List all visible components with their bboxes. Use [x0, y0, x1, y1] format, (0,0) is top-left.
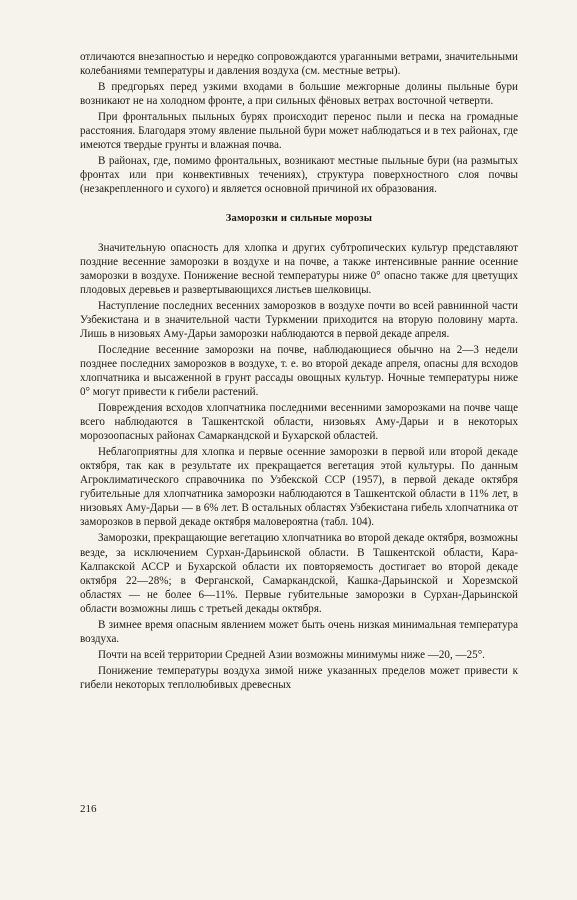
paragraph: Почти на всей территории Средней Азии возможны минимумы ниже —20, —25°. [98, 648, 485, 661]
paragraph: отличаются внезапностью и нередко сопровождаются ураганными ветрами, значительными колебаниями температуры и давления воздуха (см. местные ветры). [80, 51, 518, 78]
paragraph: Неблагоприятны для хлопка и первые осенние заморозки в первой или второй декаде октября, так как в результате их прекращается вегетация этой культуры. По данным Агроклиматического справочника по Узбекской ССР (1957), в первой декаде октября губительные для хлопчатника заморозки наблюдаются в Ташкентской области в 11% лет, в низовьях Аму-Дарьи — в 6% лет. В остальных областях Узбекистана гибель хлопчатника от заморозков в первой декаде октября маловероятна (табл. 104). [80, 446, 518, 529]
paragraph: В районах, где, помимо фронтальных, возникают местные пыльные бури (на размытых фронтах или при конвективных течениях), структура поверхностного слоя почвы (незакрепленного и сухого) и является основной причиной их образования. [80, 155, 518, 196]
paragraph: Последние весенние заморозки на почве, наблюдающиеся обычно на 2—3 недели позднее последних заморозков в воздухе, т. е. во второй декаде апреля, опасны для всходов хлопчатника и высаженной в грунт рассады овощных культур. Ночные температуры ниже 0° могут привести к гибели растений. [80, 343, 518, 398]
paragraph: При фронтальных пыльных бурях происходит перенос пыли и песка на громадные расстояния. Благодаря этому явление пыльной бури может наблюдаться и в тех районах, где имеются твердые грунты и влажная почва. [80, 111, 518, 152]
paragraph: В зимнее время опасным явлением может быть очень низкая минимальная температура воздуха. [80, 618, 518, 645]
section-title: Заморозки и сильные морозы [225, 213, 373, 225]
paragraph: Заморозки, прекращающие вегетацию хлопчатника во второй декаде октября, возможны везде, за исключением Сурхан-Дарьинской области. В Ташкентской области, Кара-Калпакской АССР и Бухарской области их повторяемость достигает во второй декаде октября 22—28%; в Ферганской, Самаркандской, Кашка-Дарьинской и Хорезмской областях — не более 6—11%. Первые губительные заморозки в Сурхан-Дарьинской области возможны лишь с третьей декады октября. [80, 532, 518, 615]
page-number: 216 [80, 803, 97, 815]
paragraph: Наступление последних весенних заморозков в воздухе почти во всей равнинной части Узбекистана и в значительной части Туркмении приходится на вторую половину марта. Лишь в низовьях Аму-Дарьи заморозки наблюдаются в первой декаде апреля. [80, 299, 518, 340]
paragraph: Повреждения всходов хлопчатника последними весенними заморозками на почве чаще всего наблюдаются в Ташкентской области, низовьях Аму-Дарьи и в некоторых морозоопасных районах Самаркандской и Бухарской областей. [80, 402, 518, 443]
paragraph: В предгорьях перед узкими входами в большие межгорные долины пыльные бури возникают не на холодном фронте, а при сильных фёновых ветрах восточной четверти. [80, 81, 518, 108]
paragraph: Значительную опасность для хлопка и других субтропических культур представляют поздние весенние заморозки в воздухе и на почве, а также интенсивные ранние осенние заморозки в воздухе. Понижение весной температуры ниже 0° опасно также для цветущих плодовых деревьев и развертывающихся листьев шелковицы. [80, 241, 518, 296]
paragraph: Понижение температуры воздуха зимой ниже указанных пределов может привести к гибели некоторых теплолюбивых древесных [80, 664, 518, 691]
text-column [80, 50, 518, 694]
